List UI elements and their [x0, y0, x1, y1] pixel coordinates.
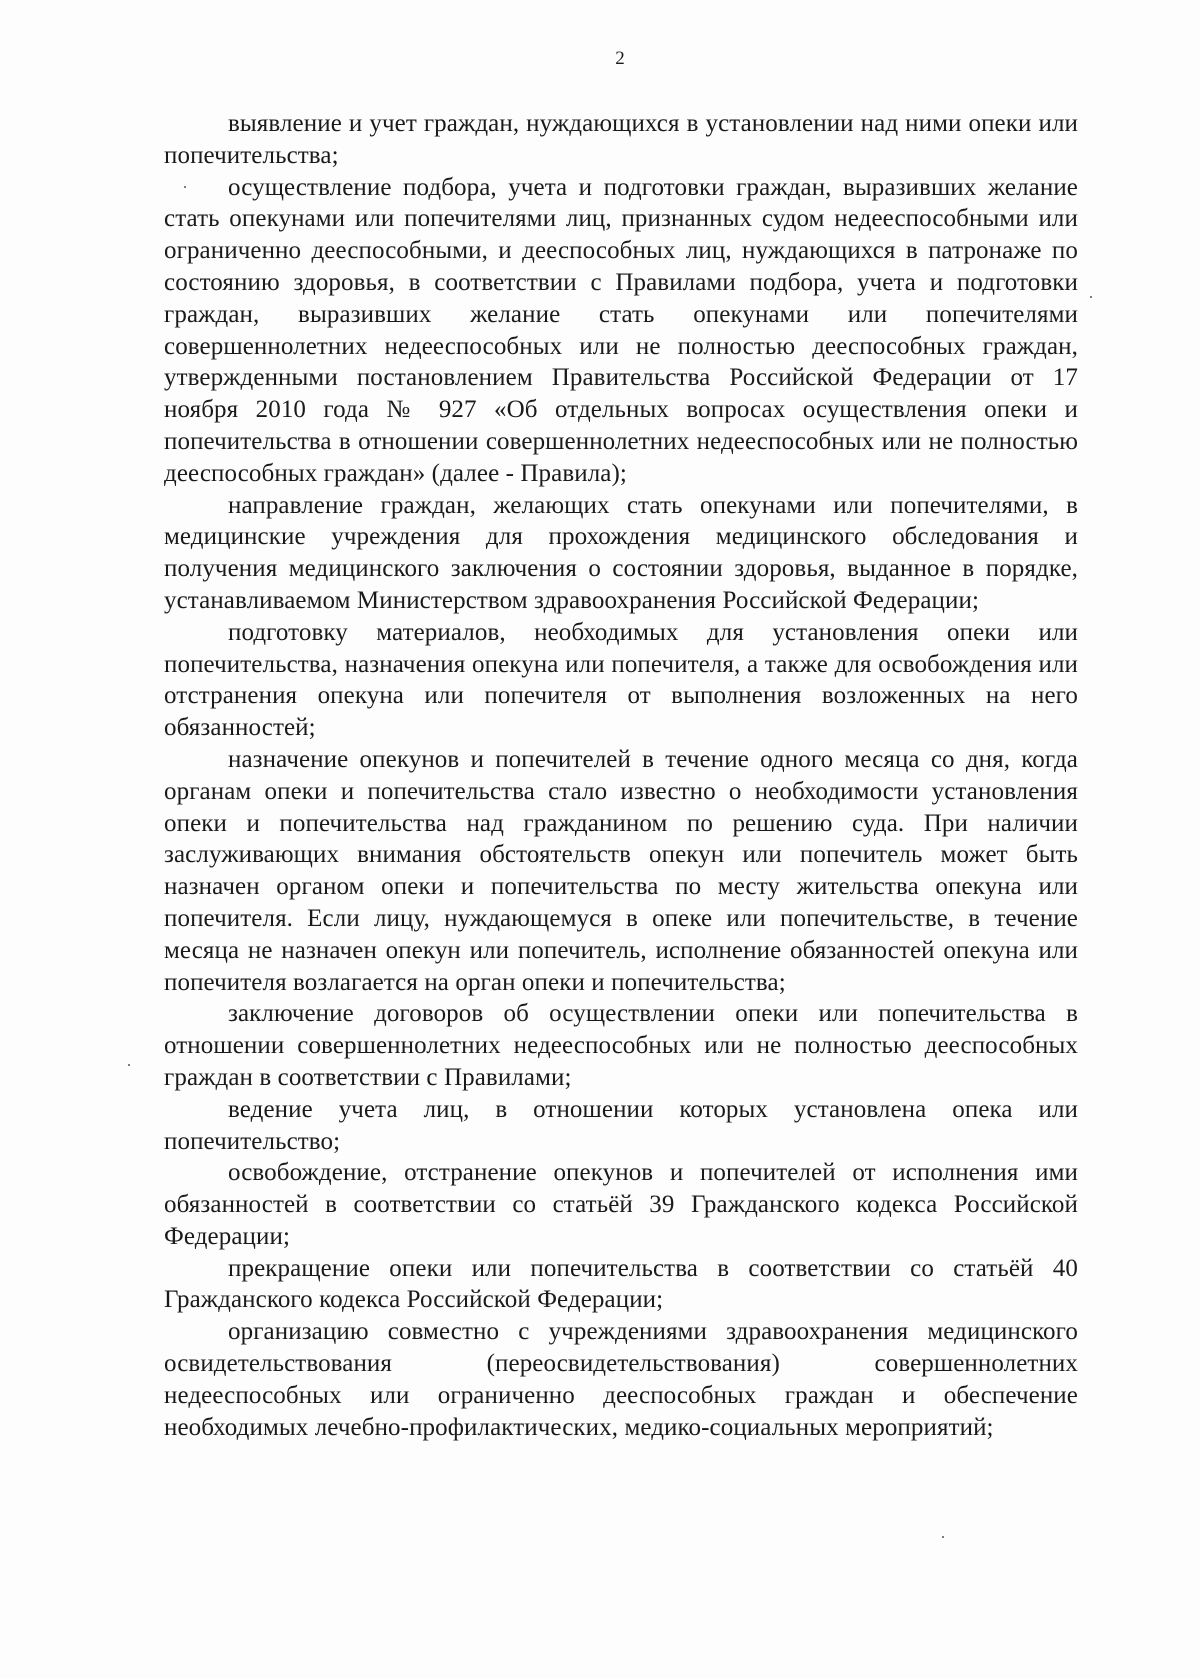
paragraph-guardian-selection: осуществление подбора, учета и подготовки граждан, выразивших желание стать опекунами или попечителями лиц, признанных судом недееспособными или ограниченно дееспособными, и дееспособных лиц, нуждающихся в патронаже по состоянию здоровья, в соответствии с Правилами подбора, учета и подготовки граждан, выразивших желание стать опекунами или попечителями совершеннолетних недееспособных или не полностью дееспособных граждан, утвержденными постановлением Правительства Российской Федерации от 17 ноября 2010 года № 927 «Об отдельных вопросах осуществления опеки и попечительства в отношении совершеннолетних недееспособных или не полностью дееспособных граждан» (далее - Правила); — [164, 173, 1078, 487]
paragraph-guardian-release: освобождение, отстранение опекунов и попечителей от исполнения ими обязанностей в соответствии со статьёй 39 Гражданского кодекса Российской Федерации; — [164, 1159, 1078, 1250]
paragraph-materials-preparation: подготовку материалов, необходимых для установления опеки или попечительства, назначения опекуна или попечителя, а также для освобождения или отстранения опекуна или попечителя от выполнения возложенных на него обязанностей; — [164, 618, 1078, 742]
paragraph-contracts: заключение договоров об осуществлении опеки или попечительства в отношении совершеннолетних недееспособных или не полностью дееспособных граждан в соответствии с Правилами; — [164, 1000, 1078, 1091]
paragraph-records-keeping: ведение учета лиц, в отношении которых установлена опека или попечительство; — [164, 1095, 1078, 1155]
paragraph-guardianship-termination: прекращение опеки или попечительства в соответствии со статьёй 40 Гражданского кодекса Российской Федерации; — [164, 1254, 1078, 1314]
scan-speck — [184, 186, 186, 188]
page-number: 2 — [615, 48, 625, 69]
paragraph-citizen-registration: выявление и учет граждан, нуждающихся в установлении над ними опеки или попечительства; — [164, 110, 1078, 169]
document-body — [164, 108, 1078, 1443]
paragraph-medical-referral: направление граждан, желающих стать опекунами или попечителями, в медицинские учреждения для прохождения медицинского обследования и получения медицинского заключения о состоянии здоровья, выданное в порядке, устанавливаемом Министерством здравоохранения Российской Федерации; — [164, 491, 1078, 614]
scan-speck — [942, 1536, 944, 1538]
scan-speck — [1090, 296, 1092, 298]
paragraph-guardian-appointment: назначение опекунов и попечителей в течение одного месяца со дня, когда органам опеки и попечительства стало известно о необходимости установления опеки и попечительства над гражданином по решению суда. При наличии заслуживающих внимания обстоятельств опекун или попечитель может быть назначен органом опеки и попечительства по месту жительства опекуна или попечителя. Если лицу, нуждающемуся в опеке или попечительстве, в течение месяца не назначен опекун или попечитель, исполнение обязанностей опекуна или попечителя возлагается на орган опеки и попечительства; — [164, 745, 1078, 996]
scan-speck — [128, 1064, 130, 1066]
paragraph-medical-examination: организацию совместно с учреждениями здравоохранения медицинского освидетельствования (переосвидетельствования) совершеннолетних недееспособных или ограниченно дееспособных граждан и обеспечение необходимых лечебно-профилактических, медико-социальных мероприятий; — [164, 1318, 1078, 1441]
